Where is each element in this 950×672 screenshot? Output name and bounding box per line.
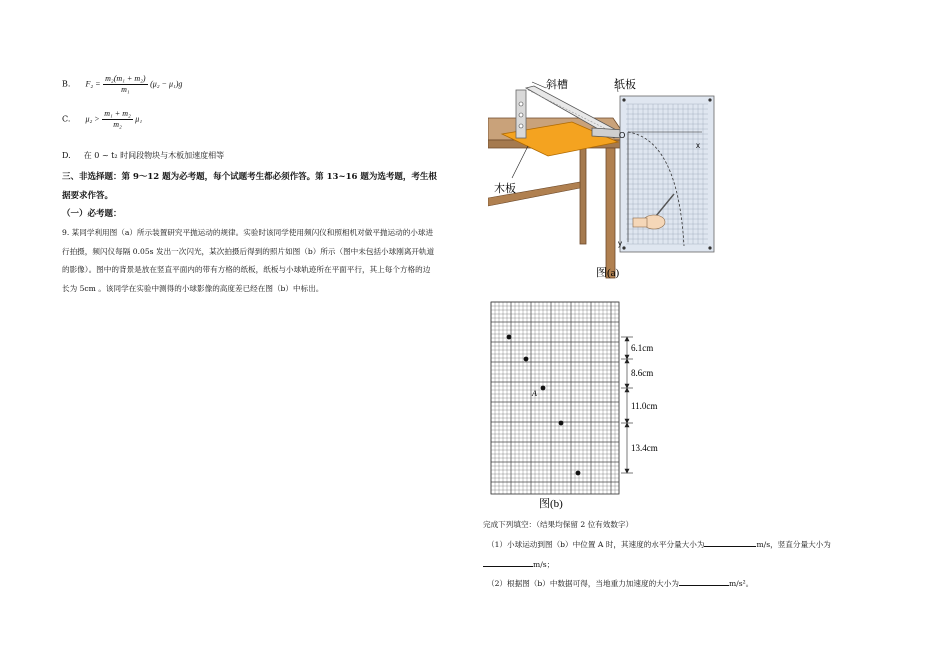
- label-x: x: [696, 141, 700, 150]
- ball-image-4: [559, 421, 564, 426]
- option-c-lhs: μ₂ >: [85, 114, 100, 124]
- option-b-lhs: F₂ =: [85, 79, 101, 89]
- subsection-required: （一）必考题：: [62, 209, 122, 219]
- answer-blank-g[interactable]: [679, 576, 729, 586]
- label-slope: 斜槽: [546, 78, 568, 91]
- table-leg-front: [606, 148, 615, 278]
- caption-a: 图(a): [596, 267, 620, 279]
- option-d-letter: D.: [62, 151, 71, 160]
- figure-a: [488, 70, 733, 290]
- dim-label-4: 13.4cm: [631, 443, 658, 453]
- option-c-letter: C.: [62, 114, 71, 124]
- ball-image-5: [576, 471, 581, 476]
- option-c: [62, 109, 142, 130]
- question-9-1: （1）小球运动到图（b）中位置 A 时，其速度的水平分量大小为 m/s，竖直分量大小为: [487, 537, 907, 552]
- option-b-fraction: $\frac{\text{m₂(m₁ + m₂)}}{\text{m₁}}$: [105, 74, 146, 94]
- option-c-fraction: $\frac{\text{m₁ + m₂}}{\text{m₂}}$: [104, 109, 131, 129]
- label-y: y: [618, 239, 622, 248]
- option-d-text: 在 0 ~ t₂ 时间段物块与木板加速度相等: [83, 151, 225, 160]
- dim-label-1: 6.1cm: [631, 343, 654, 353]
- ball-image-3: [541, 386, 546, 391]
- figure-b: [485, 296, 685, 516]
- label-paper: 纸板: [614, 78, 636, 91]
- fill-intro: 完成下列填空：（结果均保留 2 位有效数字）: [483, 520, 634, 529]
- ball-image-2: [524, 357, 529, 362]
- dim-label-2: 8.6cm: [631, 368, 654, 378]
- question-9: 9. 某同学利用图（a）所示装置研究平抛运动的规律。实验时该同学使用频闪仪和照相机对做平抛运动的小球进 行拍摄，频闪仪每隔 0.05s 发出一次闪光，某次拍摄后得到的照片如图（b）所示（图中未包括小球刚离开轨道 的影像）。图中的背景是放在竖直平面内的带有方格的纸板，纸板与小球轨迹所在平面平行，其上每个方格的边 长为 5cm 。该同学在实验中测得的小球影像的高度差已经在图（b）中标出。: [62, 228, 435, 293]
- option-b: [62, 74, 182, 95]
- caption-b: 图(b): [539, 498, 563, 510]
- option-b-letter: B.: [62, 79, 71, 89]
- dim-label-3: 11.0cm: [631, 401, 658, 411]
- ball-image-1: [507, 335, 512, 340]
- option-c-tail: μ₁: [135, 114, 143, 124]
- question-9-2: （2）根据图（b）中数据可得，当地重力加速度的大小为 m/s²。: [487, 576, 907, 591]
- table-leg-back: [580, 148, 586, 244]
- option-b-tail: (μ₂ − μ₁)g: [150, 79, 183, 89]
- label-board: 木板: [494, 182, 516, 195]
- option-d: [62, 150, 224, 162]
- question-9-1-cont: m/s；: [483, 557, 554, 572]
- answer-blank-vx[interactable]: [704, 537, 756, 547]
- label-point-a: A: [532, 389, 537, 398]
- label-origin: O: [619, 131, 626, 140]
- answer-blank-vy[interactable]: [483, 557, 533, 567]
- section-3-heading: 三、非选择题：第 9～12 题为必考题，每个试题考生都必须作答。第 13~16 题为选考题，考生根 据要求作答。: [62, 172, 437, 201]
